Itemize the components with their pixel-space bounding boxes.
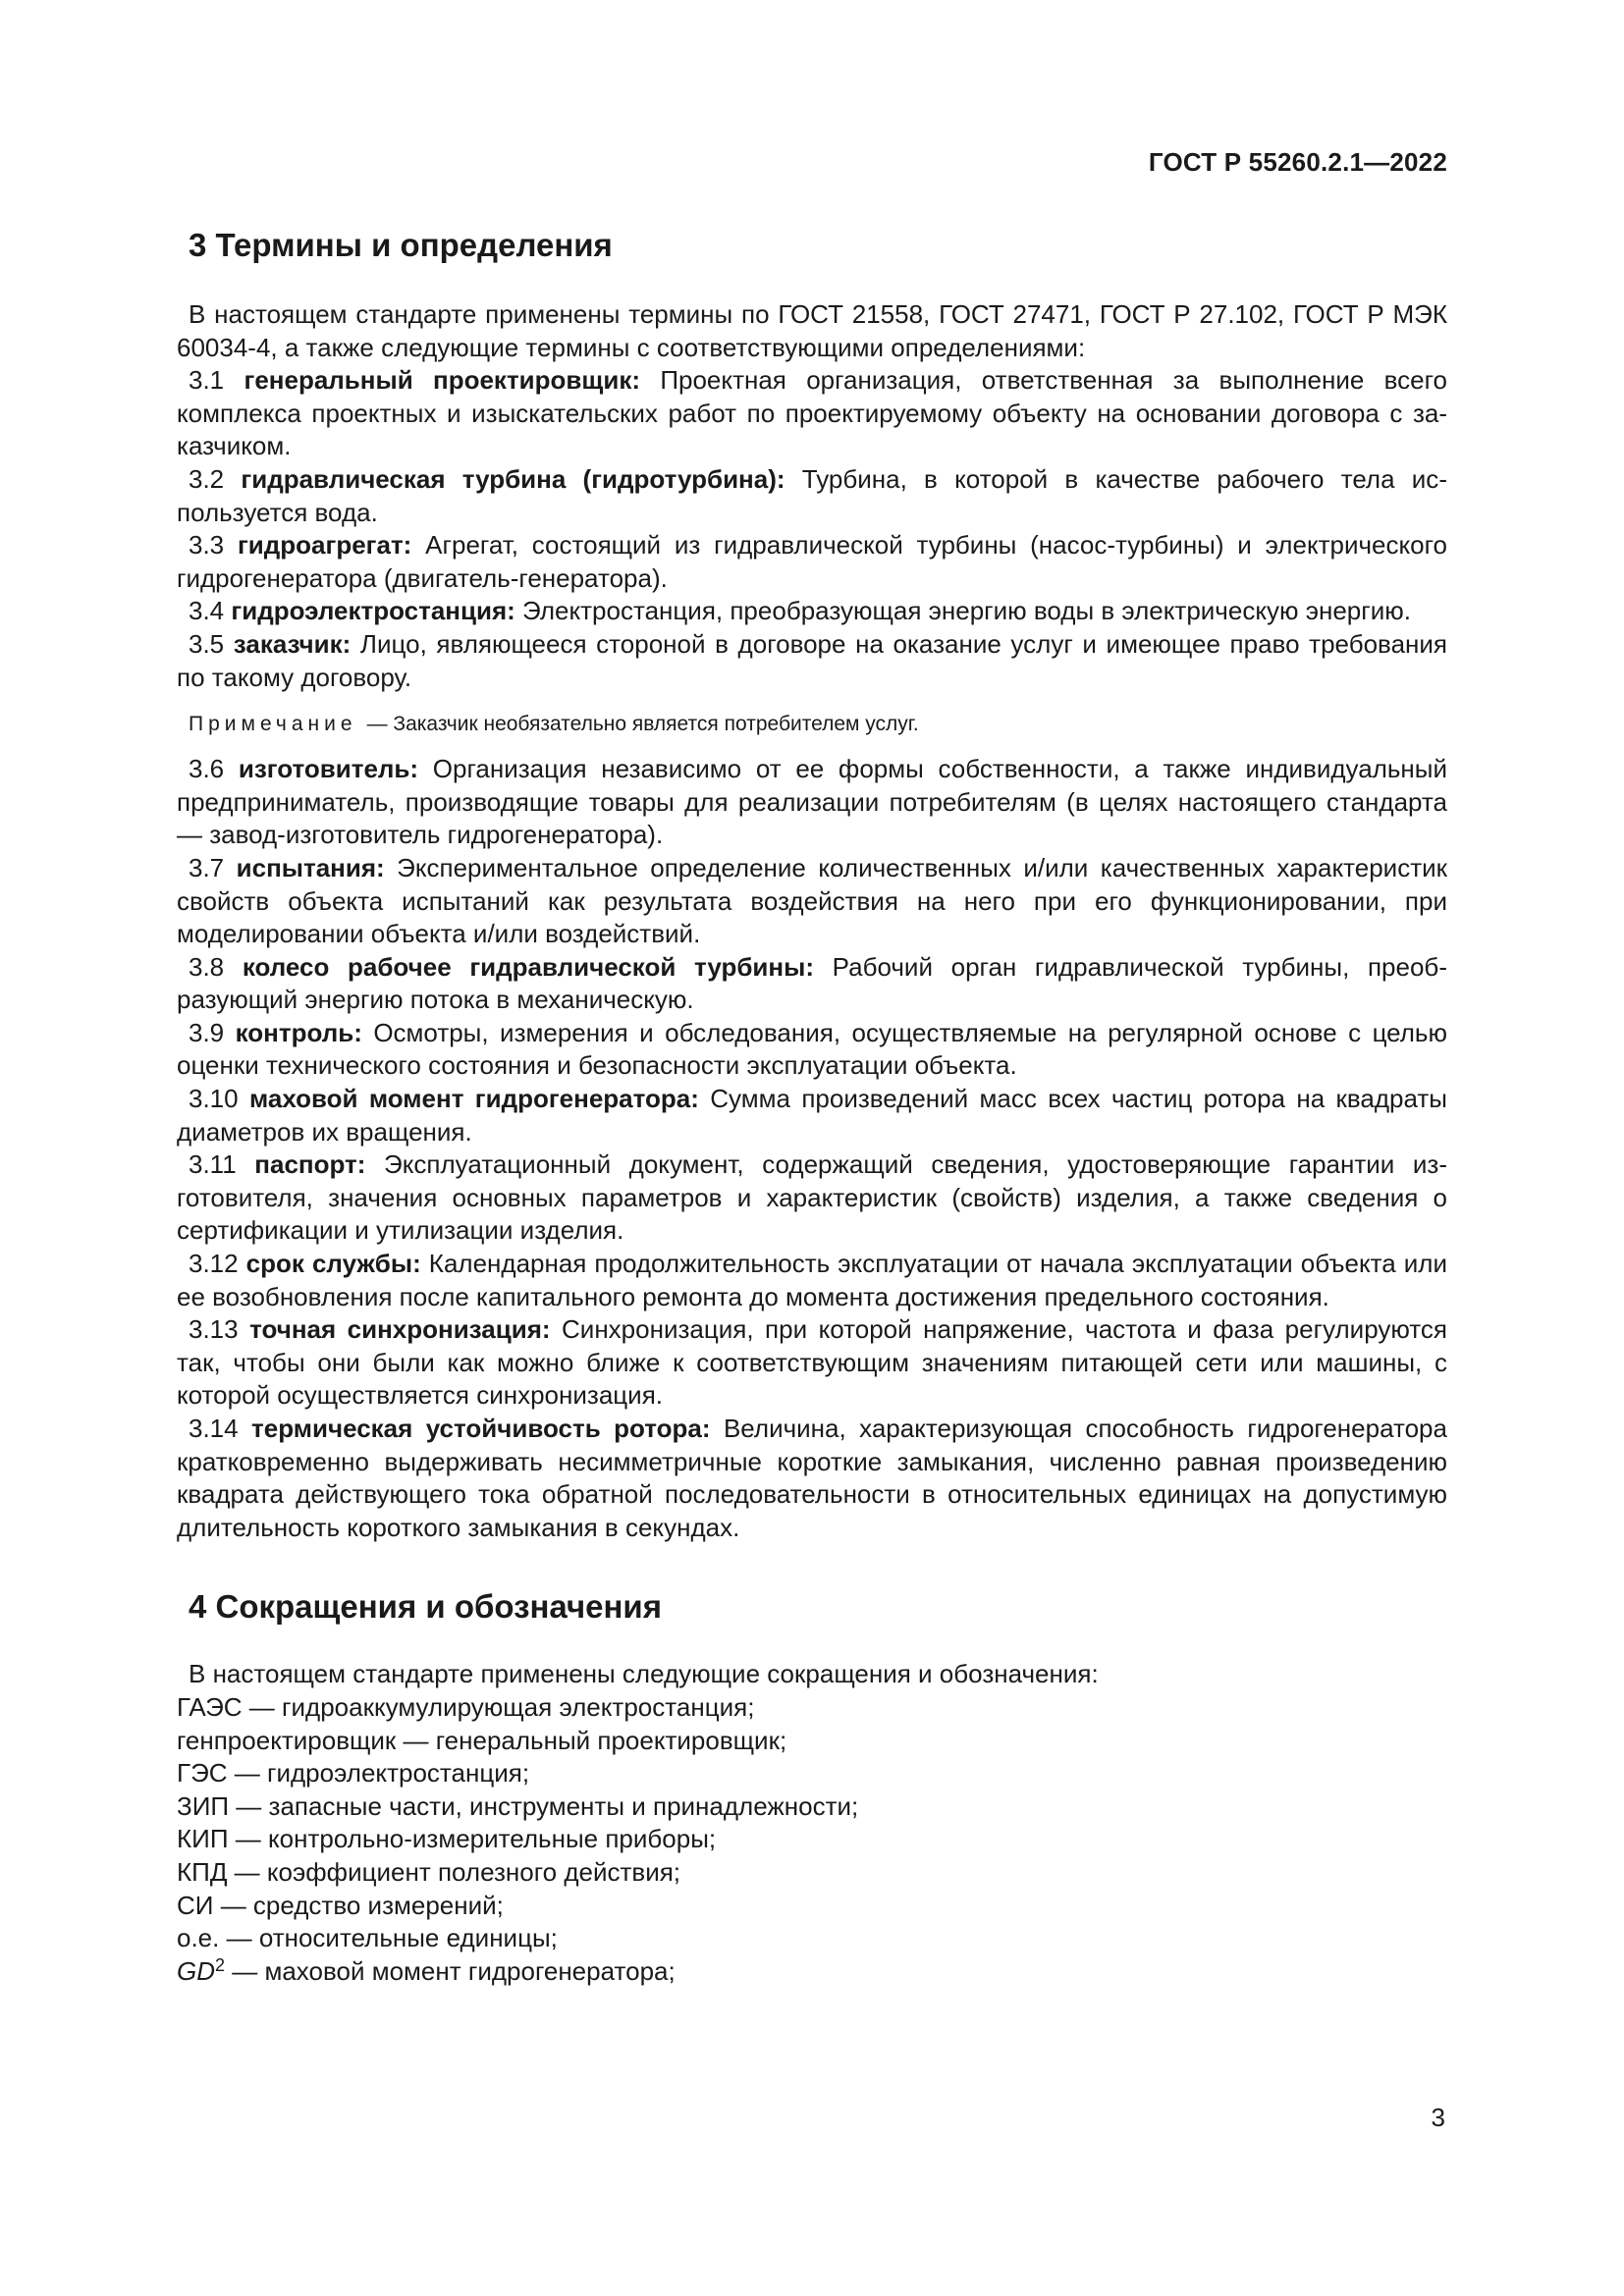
section-3-intro: В настоящем стандарте применены термины по ГОСТ 21558, ГОСТ 27471, ГОСТ Р 27.102, ГОСТ Р МЭК 60034-4, а также следующие термины с соответствующими определениями: [177, 299, 1447, 362]
term-definition: Эксплуатационный документ, содержащий сведения, удостоверяющие гарантии изготовителя, значения основных параметров и характеристик (свойств) изделия, а также сведения о сертификации и утилизации изделия. [177, 1149, 1447, 1246]
page-number: 3 [1431, 2103, 1445, 2132]
term-name: контроль: [235, 1017, 362, 1047]
abbreviation-item: о.е. — относительные единицы; [177, 1923, 558, 1953]
abbreviation-item: генпроектировщик — генеральный проектировщик; [177, 1725, 787, 1755]
term-definition: Экспериментальное определение количественных и/или качественных характеристик свойств объекта испытаний как результата воздействия на него при его функционировании, при моделировании объекта и/или воздействий. [177, 852, 1447, 949]
note [177, 710, 1447, 739]
term-name: генеральный проектировщик: [244, 365, 640, 396]
term-item [177, 364, 1447, 463]
section-4-intro: В настоящем стандарте применены следующие сокращения и обозначения: [189, 1659, 1099, 1689]
term-definition: Организация независимо от ее формы собственности, а также индивидуальный предприниматель, производящие товары для реализации потребителям (в целях настоящего стандарта — завод-изготовитель гидрогенератора). [177, 754, 1447, 850]
term-item [177, 1313, 1447, 1413]
term-definition: Электростанция, преобразующая энергию воды в электрическую энергию. [522, 596, 1411, 626]
term-name: паспорт: [254, 1149, 366, 1180]
term-number: 3.5 [189, 628, 225, 659]
term-definition: Проектная организация, ответственная за выполнение всего комплекса проектных и изыскательских работ по проектируемому объекту на основании договора с заказчиком. [177, 365, 1447, 461]
term-item [177, 628, 1447, 694]
term-item [177, 595, 1447, 628]
term-item [177, 951, 1447, 1017]
abbreviation-item: ГЭС — гидроэлектростанция; [177, 1758, 530, 1789]
note-label: Примечание [189, 713, 357, 736]
note-text: — Заказчик необязательно является потребителем услуг. [366, 713, 919, 736]
term-name: заказчик: [233, 628, 352, 659]
term-number: 3.4 [189, 596, 225, 626]
term-item [177, 529, 1447, 595]
term-number: 3.10 [189, 1084, 239, 1114]
term-name: испытания: [236, 852, 385, 882]
term-item [177, 463, 1447, 529]
term-item [177, 1083, 1447, 1148]
term-definition: Агрегат, состоящий из гидравлической турбины (насос-турбины) и электрического гидрогенератора (двигатель-генератора). [177, 530, 1448, 593]
abbreviation-item: КИП — контрольно-измерительные приборы; [177, 1824, 717, 1854]
term-name: гидроагрегат: [237, 530, 412, 561]
term-definition: Синхронизация, при которой напряжение, частота и фаза регулируются так, чтобы они были как можно ближе к соответствующим значениям питающей сети или машины, с которой осуществляется синхронизация. [177, 1314, 1447, 1411]
term-number: 3.7 [189, 852, 225, 882]
term-number: 3.3 [189, 530, 225, 561]
symbol-base: GD [177, 1955, 215, 1986]
abbreviation-item: КПД — коэффициент полезного действия; [177, 1856, 681, 1887]
term-number: 3.13 [189, 1314, 239, 1345]
term-name: маховой момент гидрогенератора: [248, 1084, 699, 1114]
term-name: гидроэлектростанция: [231, 596, 515, 626]
term-item [177, 1248, 1447, 1313]
symbol-item [177, 1955, 1447, 1989]
terms-list-part2 [177, 753, 1447, 1544]
symbol-superscript: 2 [215, 1954, 226, 1975]
term-definition: Турбина, в которой в качестве рабочего тела используется вода. [177, 463, 1447, 527]
symbol-gd [177, 1956, 225, 1986]
term-definition: Сумма произведений масс всех частиц ротора на квадраты диаметров их вращения. [177, 1084, 1447, 1147]
term-item [177, 753, 1447, 852]
term-number: 3.14 [189, 1414, 239, 1443]
term-number: 3.11 [189, 1149, 237, 1180]
term-definition: Лицо, являющееся стороной в договоре на оказание услуг и имеющее право требования по такому договору. [177, 628, 1447, 692]
abbreviation-item: СИ — средство измерений; [177, 1890, 504, 1920]
term-name: изготовитель: [238, 754, 419, 784]
term-name: колесо рабочее гидравлической турбины: [242, 951, 814, 982]
section-4-title: 4 Сокращения и обозначения [189, 1588, 662, 1626]
term-definition: Рабочий орган гидравлической турбины, преобразующий энергию потока в механическую. [177, 951, 1447, 1015]
term-number: 3.8 [189, 951, 225, 982]
page-content [177, 224, 1447, 1988]
abbreviation-item: ЗИП — запасные части, инструменты и принадлежности; [177, 1790, 859, 1821]
document-code: ГОСТ Р 55260.2.1—2022 [1148, 147, 1447, 177]
term-name: гидравлическая турбина (гидротурбина): [241, 463, 785, 494]
term-number: 3.6 [189, 754, 225, 784]
section-3-title: 3 Термины и определения [189, 227, 613, 263]
symbol-description: — маховой момент гидрогенератора; [225, 1955, 676, 1986]
term-definition: Величина, характеризующая способность гидрогенератора кратковременно выдерживать несимметричные короткие замыкания, численно равная произведению квадрата действующего тока обратной последовательности в относительных единицах на допустимую длительность короткого замыкания в секундах. [177, 1414, 1447, 1542]
term-item [177, 1017, 1447, 1083]
term-definition: Осмотры, измерения и обследования, осуществляемые на регулярной основе с целью оценки технического состояния и безопасности эксплуатации объекта. [177, 1017, 1447, 1081]
term-number: 3.1 [189, 365, 225, 396]
term-number: 3.2 [189, 463, 225, 494]
term-item [177, 1413, 1447, 1544]
abbreviations-list [177, 1691, 1447, 1988]
term-number: 3.12 [189, 1249, 239, 1279]
term-item [177, 1148, 1447, 1248]
term-name: точная синхронизация: [249, 1314, 551, 1345]
term-item [177, 852, 1447, 951]
term-definition: Календарная продолжительность эксплуатации от начала эксплуатации объекта или ее возобновления после капитального ремонта до момента достижения предельного состояния. [177, 1249, 1447, 1311]
term-name: срок службы: [245, 1249, 421, 1279]
term-number: 3.9 [189, 1017, 225, 1047]
term-name: термическая устойчивость ротора: [251, 1414, 711, 1443]
terms-list-part1 [177, 364, 1447, 694]
abbreviation-item: ГАЭС — гидроаккумулирующая электростанция; [177, 1691, 755, 1722]
